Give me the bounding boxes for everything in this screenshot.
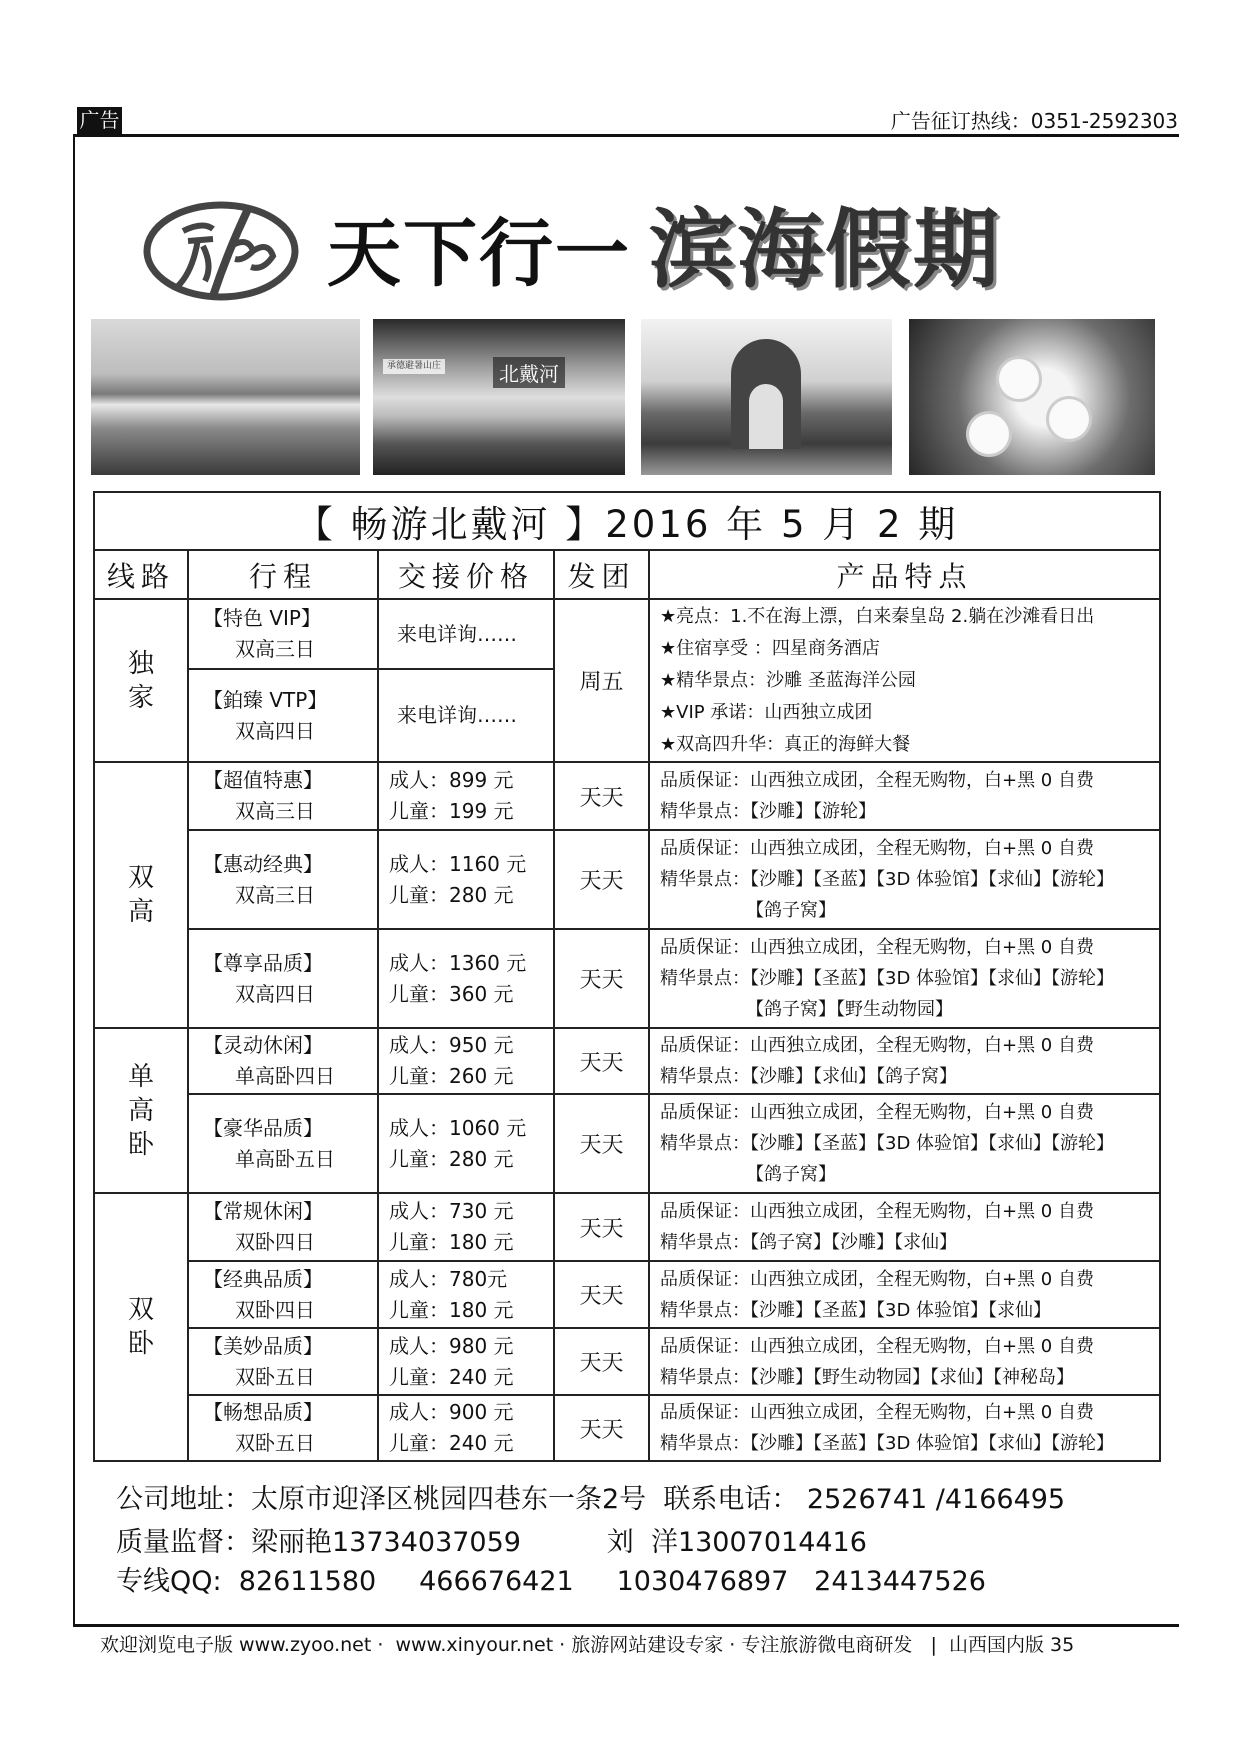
feature-line: ★住宿享受 ：四星商务酒店 [660,637,880,659]
blossom-shape [969,414,1009,454]
quality-guarantee: 品质保证：山西独立成团，全程无购物，白+黑 0 自费 [660,1201,1094,1222]
route-days: 双卧四日 [235,1297,315,1322]
child-price: 儿童：280 元 [389,882,514,907]
highlight-spots-cont: 【鸽子窝】 [746,1164,836,1185]
child-price: 儿童：240 元 [389,1431,514,1455]
blossom-shape [999,359,1039,399]
table-row [94,1328,1160,1395]
quality-supervision: 质量监督：梁丽艳13734037059 刘 洋13007014416 [116,1527,867,1558]
departure-cell: 天天 [554,830,649,929]
highlight-spots-cont: 【鸽子窝】【野生动物园】 [746,999,953,1020]
highlight-spots: 精华景点：【沙雕】【圣蓝】【3D 体验馆】【求仙】【游轮】 [660,869,1115,890]
table-row [94,762,1160,830]
route-days: 双高四日 [235,981,315,1006]
brand-title-main: 天下行一 [327,211,631,297]
features-cell [649,599,1160,762]
departure-cell: 天天 [554,1193,649,1261]
child-price: 儿童：199 元 [389,799,514,823]
departure-cell: 天天 [554,1028,649,1094]
price-cell: 来电详询…… [378,669,554,762]
route-name: 【常规休闲】 [203,1199,323,1223]
features-cell [649,929,1160,1028]
quality-guarantee: 品质保证：山西独立成团，全程无购物，白+黑 0 自费 [660,1035,1094,1056]
route-name: 【经典品质】 [203,1266,323,1291]
route-name: 【特色 VIP】 [203,606,321,630]
table-row [94,1193,1160,1261]
route-cell [188,1094,378,1193]
route-name: 【鉑臻 VTP】 [203,687,328,712]
child-price: 儿童：180 元 [389,1230,514,1254]
route-name: 【惠动经典】 [203,851,323,876]
route-group-text: 双卧 [127,1295,154,1359]
departure-cell: 天天 [554,1094,649,1193]
quality-guarantee: 品质保证：山西独立成团，全程无购物，白+黑 0 自费 [660,937,1094,958]
highlight-spots: 精华景点：【鸽子窝】【沙雕】【求仙】 [660,1232,957,1253]
price-cell [378,1094,554,1193]
route-cell [188,830,378,929]
price-cell [378,762,554,830]
route-name: 【畅想品质】 [203,1400,323,1424]
highlight-spots: 精华景点：【沙雕】【求仙】【鸽子窝】 [660,1066,957,1087]
route-cell [188,1328,378,1395]
table-row [94,929,1160,1028]
photo-beidaihe-pier [373,319,625,475]
route-name: 【美妙品质】 [203,1333,323,1358]
route-days: 双卧四日 [235,1230,315,1254]
route-group-text: 单高卧 [127,1061,154,1160]
adult-price: 成人：1060 元 [389,1115,527,1140]
departure-cell: 天天 [554,929,649,1028]
route-cell [188,669,378,762]
table-row [94,1094,1160,1193]
child-price: 儿童：260 元 [389,1064,514,1088]
route-cell [188,929,378,1028]
column-header: 线路 [94,550,188,599]
route-days: 双高四日 [235,718,315,743]
route-group-label [94,762,188,1028]
price-cell [378,1193,554,1261]
highlight-spots: 精华景点：【沙雕】【圣蓝】【3D 体验馆】【求仙】【游轮】 [660,1433,1115,1454]
departure-cell: 天天 [554,1261,649,1328]
child-price: 儿童：240 元 [389,1364,514,1389]
column-header: 发团 [554,550,649,599]
ad-hotline: 广告征订热线：0351-2592303 [890,109,1178,133]
adult-price: 成人：1160 元 [389,851,527,876]
route-cell [188,1028,378,1094]
features-cell [649,1328,1160,1395]
price-cell [378,830,554,929]
features-cell [649,1261,1160,1328]
route-cell [188,1395,378,1461]
highlight-spots: 精华景点：【沙雕】【圣蓝】【3D 体验馆】【求仙】【游轮】 [660,968,1115,989]
route-days: 双卧五日 [235,1364,315,1389]
features-cell [649,830,1160,929]
adult-price: 成人：950 元 [389,1033,514,1057]
table-header-row [94,550,1160,599]
column-header: 交接价格 [378,550,554,599]
price-cell [378,1328,554,1395]
child-price: 儿童：360 元 [389,981,514,1006]
route-group-label [94,1193,188,1461]
quality-guarantee: 品质保证：山西独立成团，全程无购物，白+黑 0 自费 [660,770,1094,791]
table-row [94,599,1160,669]
column-header: 行程 [188,550,378,599]
photo-small-caption: 承德避暑山庄 [383,359,445,374]
highlight-spots: 精华景点：【沙雕】【圣蓝】【3D 体验馆】【求仙】【游轮】 [660,1133,1115,1154]
bottom-divider [73,1624,1179,1627]
price-cell [378,1028,554,1094]
route-name: 【超值特惠】 [203,768,323,792]
departure-cell: 天天 [554,762,649,830]
features-cell [649,1395,1160,1461]
quality-guarantee: 品质保证：山西独立成团，全程无购物，白+黑 0 自费 [660,1335,1094,1357]
adult-price: 成人：1360 元 [389,950,527,975]
feature-line: ★双高四升华：真正的海鲜大餐 [660,733,911,755]
castle-arch-shape [731,339,801,449]
route-days: 双高三日 [235,882,315,907]
highlight-spots: 精华景点：【沙雕】【游轮】 [660,801,876,822]
frame-left-border [73,134,75,1626]
photo-caption: 北戴河 [493,357,565,388]
photo-castle-gate [641,319,892,475]
route-group-text: 独家 [127,648,154,713]
quality-guarantee: 品质保证：山西独立成团，全程无购物，白+黑 0 自费 [660,1402,1094,1423]
table-row [94,1028,1160,1094]
feature-line: ★精华景点：沙雕 圣蓝海洋公园 [660,669,916,691]
route-days: 双卧五日 [235,1431,315,1455]
route-group-label [94,599,188,762]
route-cell [188,599,378,669]
price-cell [378,1261,554,1328]
departure-cell: 周五 [554,599,649,762]
route-cell [188,762,378,830]
blossom-shape [1049,399,1089,439]
ad-tag: 广告 [77,107,122,134]
adult-price: 成人：899 元 [389,768,514,792]
table-row [94,1261,1160,1328]
features-cell [649,1028,1160,1094]
quality-guarantee: 品质保证：山西独立成团，全程无购物，白+黑 0 自费 [660,1268,1094,1290]
photo-blossoms [909,319,1155,475]
price-cell [378,1395,554,1461]
route-days: 双高三日 [235,799,315,823]
route-days: 单高卧四日 [235,1064,335,1088]
route-name: 【尊享品质】 [203,950,323,975]
features-cell [649,1193,1160,1261]
child-price: 儿童：180 元 [389,1297,514,1322]
photo-rocky-coast [91,319,360,475]
adult-price: 成人：900 元 [389,1400,514,1424]
quality-guarantee: 品质保证：山西独立成团，全程无购物，白+黑 0 自费 [660,1102,1094,1123]
table-row [94,830,1160,929]
features-cell [649,1094,1160,1193]
column-header: 产品特点 [649,550,1160,599]
route-group-text: 双高 [127,863,154,927]
brand-logo [143,201,299,301]
adult-price: 成人：780元 [389,1266,508,1291]
company-address: 公司地址：太原市迎泽区桃园四巷东一条2号 联系电话： 2526741 /4166495 [116,1484,1066,1515]
table-title: 【 畅游北戴河 】2016 年 5 月 2 期 [94,492,1160,550]
itinerary-table [93,491,1161,1462]
highlight-spots: 精华景点：【沙雕】【野生动物园】【求仙】【神秘岛】 [660,1366,1074,1388]
route-cell [188,1193,378,1261]
route-name: 【灵动休闲】 [203,1033,323,1057]
route-days: 单高卧五日 [235,1146,335,1171]
highlight-spots-cont: 【鸽子窝】 [746,900,836,921]
highlight-spots: 精华景点：【沙雕】【圣蓝】【3D 体验馆】【求仙】 [660,1299,1052,1321]
brand-title [327,199,1001,300]
footer-text: 欢迎浏览电子版 www.zyoo.net · www.xinyour.net · 旅游网站建设专家 · 专注旅游微电商研发 | 山西国内版 35 [100,1634,1075,1656]
table-row [94,1395,1160,1461]
brand-title-sub: 滨海假期 [649,199,1001,300]
child-price: 儿童：280 元 [389,1146,514,1171]
departure-cell: 天天 [554,1395,649,1461]
price-cell: 来电详询…… [378,599,554,669]
qq-contacts: 专线QQ: 82611580 466676421 1030476897 2413447526 [116,1566,986,1597]
route-days: 双高三日 [235,637,315,661]
route-name: 【豪华品质】 [203,1115,323,1140]
route-group-label [94,1028,188,1193]
quality-guarantee: 品质保证：山西独立成团，全程无购物，白+黑 0 自费 [660,838,1094,859]
feature-line: ★VIP 承诺：山西独立成团 [660,701,873,723]
top-divider [73,134,1179,137]
feature-line: ★亮点：1.不在海上漂，白来秦皇岛 2.躺在沙滩看日出 [660,605,1095,627]
adult-price: 成人：980 元 [389,1333,514,1358]
features-cell [649,762,1160,830]
route-cell [188,1261,378,1328]
price-cell [378,929,554,1028]
adult-price: 成人：730 元 [389,1199,514,1223]
departure-cell: 天天 [554,1328,649,1395]
